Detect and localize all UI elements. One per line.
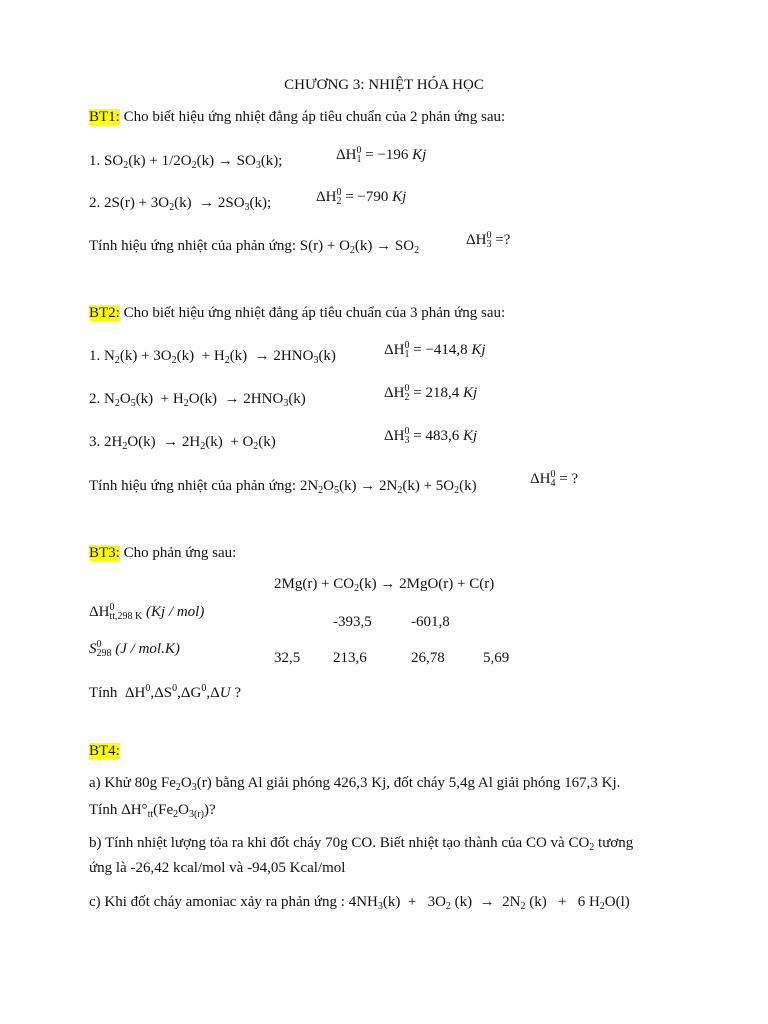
bt1-heading — [89, 108, 505, 126]
bt1-dh1: $\Delta H^0_1 = -196$ Kj — [336, 145, 427, 165]
bt3-ask: Tính $\Delta H^0,\Delta S^0,\Delta G^0,\Delta U$ ? — [89, 683, 241, 701]
bt3-intro: Cho phản ứng sau: — [123, 545, 237, 561]
bt1-dh3: $\Delta H^0_3$ =? — [466, 230, 511, 250]
bt1-dh3-ans: =? — [495, 232, 511, 248]
bt1-intro: Cho biết hiệu ứng nhiệt đẳng áp tiêu chuẩn của 2 phản ứng sau: — [123, 109, 506, 125]
bt1-dh2: $\Delta H^0_2 = -790$ Kj — [316, 187, 407, 207]
bt1-dh2-value: = −790 — [345, 189, 389, 205]
bt4-heading — [89, 742, 120, 760]
bt4-c-line1: c) Khi đốt cháy amoniac xảy ra phản ứng : $4NH_3(k) + 3O_2$ $(k) \to 2N_2$ (k) + 6 $H_2O(l)$ — [89, 894, 630, 912]
page-title: CHƯƠNG 3: NHIỆT HÓA HỌC — [284, 77, 484, 93]
bt2-heading — [89, 304, 505, 322]
bt1-question: Tính hiệu ứng nhiệt của phản ứng: $S(r) + O_2(k) \to SO_2$ — [89, 238, 420, 256]
bt4-a-line1: a) Khử 80g $Fe_2O_3(r)$ bằng Al giải phóng 426,3 Kj, đốt cháy 5,4g Al giải phóng 167,3 Kj. — [89, 775, 621, 793]
bt3-entropy-mg: 32,5 — [274, 650, 301, 666]
bt1-reaction-2: 2. $2S(r) + 3O_2(k) \to 2SO_3(k)$; — [89, 195, 272, 213]
bt3-ask-quantities: $\Delta H^0,\Delta S^0,\Delta G^0,\Delta U$ ? — [121, 683, 241, 701]
bt4-b-line2: ứng là -26,42 kcal/mol và -94,05 Kcal/mol — [89, 860, 346, 876]
bt1-label: BT1: — [89, 109, 120, 125]
bt1-dh1-value: = −196 — [365, 147, 409, 163]
bt4-b-line1: b) Tính nhiệt lượng tỏa ra khi đốt cháy 70g CO. Biết nhiệt tạo thành của CO và $CO_2$ tương — [89, 835, 634, 853]
bt2-intro: Cho biết hiệu ứng nhiệt đẳng áp tiêu chuẩn của 3 phản ứng sau: — [123, 305, 506, 321]
bt2-reaction-2: 2. $N_2O_5(k) + H_2O(k) \to 2HNO_3(k)$ — [89, 391, 306, 409]
bt3-enthalpy-mgo: -601,8 — [411, 614, 450, 630]
bt2-label: BT2: — [89, 305, 120, 321]
bt2-dh3: $\Delta H^0_3 = 483,6$ Kj — [384, 426, 478, 446]
bt2-dh1: $\Delta H^0_1 = -414,8$ Kj — [384, 340, 486, 360]
bt2-dh2: $\Delta H^0_2 = 218,4$ Kj — [384, 383, 478, 403]
bt3-enthalpy-co2: -393,5 — [333, 614, 372, 630]
bt3-entropy-label: $S^0_{298}$ (J / mol.K) — [89, 639, 180, 659]
bt2-reaction-1: 1. $N_2(k) + 3O_2(k) + H_2(k) \to 2HNO_3(k)$ — [89, 348, 336, 366]
bt3-entropy-mgo: 26,78 — [411, 650, 445, 666]
bt3-heading — [89, 544, 236, 562]
bt4-label: BT4: — [89, 743, 120, 759]
bt4-a-line2: Tính $\Delta H^\circ_{tt}(Fe_2O_{3(r)})$? — [89, 802, 216, 820]
bt2-dh4: $\Delta H^0_4$ = ? — [530, 469, 579, 489]
bt2-reaction-3: 3. $2H_2O(k) \to 2H_2(k) + O_2(k)$ — [89, 434, 276, 452]
bt3-reaction: $2Mg(r) + CO_2(k) \to 2MgO(r) + C(r)$ — [274, 576, 495, 594]
bt2-question: Tính hiệu ứng nhiệt của phản ứng: $2N_2O_5(k) \to 2N_2(k) + 5O_2(k)$ — [89, 478, 477, 496]
bt3-enthalpy-label: $\Delta H^0_{tt,298 K}$ (Kj / mol) — [89, 602, 205, 622]
bt3-entropy-c: 5,69 — [483, 650, 510, 666]
bt3-entropy-co2: 213,6 — [333, 650, 367, 666]
bt1-reaction-1: 1. $SO_2(k) + 1/2O_2(k) \to SO_3(k)$; — [89, 153, 283, 171]
bt3-label: BT3: — [89, 545, 120, 561]
